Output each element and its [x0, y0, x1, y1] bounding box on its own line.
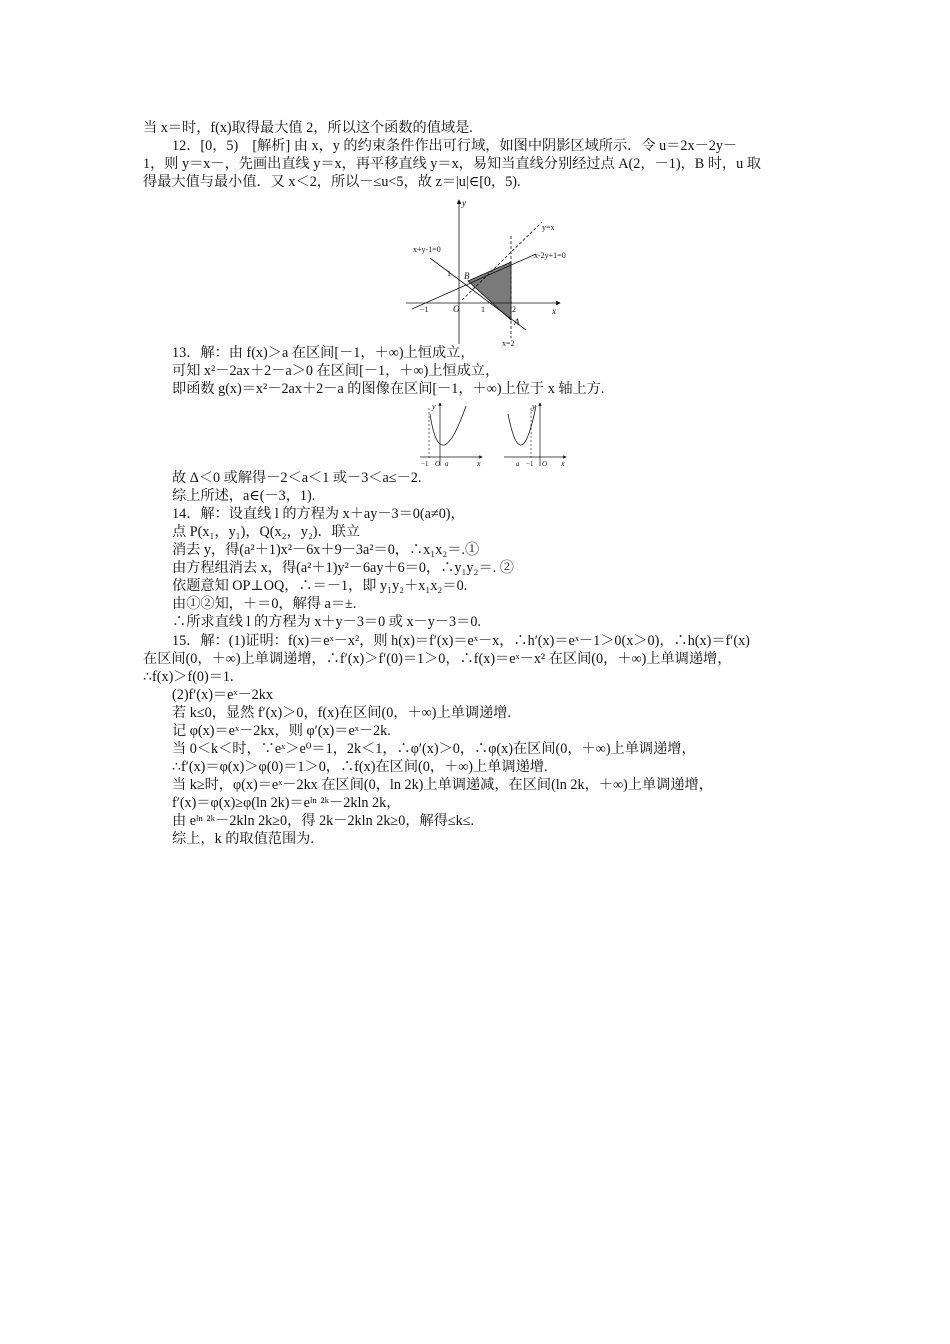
text-line-26: f′(x)＝φ(x)≥φ(ln 2k)＝eˡⁿ ²ᵏ－2kln 2k，: [172, 795, 401, 811]
left-y-label: y: [432, 402, 436, 411]
text-line-8: 故 Δ＜0 或解得－2＜a＜1 或－3＜a≤－2.: [172, 470, 422, 486]
text-line-28: 综上，k 的取值范围为.: [172, 831, 314, 847]
point-a-label: A: [514, 317, 520, 327]
line-x-minus-2y-plus-1: [412, 254, 536, 309]
x-tick-neg1-label: −1: [420, 305, 429, 314]
line1-label: x+y-1=0: [413, 245, 441, 254]
text-line-13: 由方程组消去 x，得(a²＋1)y²－6ay＋6＝0，∴y₁y₂＝. ②: [172, 560, 514, 576]
point-b-label: B: [464, 271, 470, 281]
text-line-17: 15．解：(1)证明：f(x)＝eˣ－x²，则 h(x)＝f′(x)＝eˣ－x，∴h′(x)＝eˣ－1＞0(x＞0)，∴h(x)＝f′(x): [172, 633, 750, 649]
text-line-16: ∴所求直线 l 的方程为 x＋y－3＝0 或 x－y－3＝0.: [172, 614, 481, 630]
text-line-23: 当 0＜k＜时，∵eˣ＞e⁰＝1，2k＜1，∴φ′(x)＞0，∴φ(x)在区间(0，＋∞)上单调递增，: [172, 741, 696, 757]
text-line-2: 12．[0，5) [解析] 由 x，y 的约束条件作出可行域，如图中阴影区域所示．令 u＝2x－2y－: [172, 138, 738, 154]
right-x-label: x: [561, 459, 565, 468]
text-line-14: 依题意知 OP⊥OQ，∴＝－1，即 y₁y₂＋x₁x₂＝0.: [172, 578, 468, 594]
right-a-label: a: [516, 460, 520, 468]
left-origin-label: O: [435, 460, 441, 468]
y-axis-label: y: [462, 198, 466, 208]
text-line-9: 综上所述，a∈(－3，1).: [172, 488, 316, 504]
right-parabola: [508, 406, 536, 445]
parabola-svg: [418, 400, 570, 468]
line2-label: x-2y+1=0: [534, 251, 566, 260]
text-line-19: ∴f(x)＞f(0)＝1.: [143, 669, 234, 685]
left-parabola: [430, 406, 466, 445]
feasible-region-svg: [402, 196, 574, 348]
right-y-label: y: [532, 402, 536, 411]
text-line-3: 1，则 y＝x－，先画出直线 y＝x，再平移直线 y＝x，易知当直线分别经过点 A(2，－1)，B 时，u 取: [143, 156, 761, 172]
left-neg1-label: −1: [421, 460, 429, 468]
text-line-1: 当 x＝时，f(x)取得最大值 2，所以这个函数的值域是.: [143, 120, 473, 136]
text-line-10: 14．解：设直线 l 的方程为 x＋ay－3＝0(a≠0)，: [172, 506, 465, 522]
y-equals-x-label: y=x: [542, 223, 555, 232]
text-line-21: 若 k≤0，显然 f′(x)＞0，f(x)在区间(0，＋∞)上单调递增.: [172, 705, 512, 721]
text-line-15: 由①②知，＋＝0，解得 a＝±.: [172, 596, 357, 612]
text-line-11: 点 P(x₁，y₁)，Q(x₂，y₂)．联立: [172, 524, 361, 540]
text-line-20: (2)f′(x)＝eˣ－2kx: [172, 687, 273, 703]
text-line-24: ∴f′(x)＝φ(x)＞φ(0)＝1＞0，∴f(x)在区间(0，＋∞)上单调递增.: [172, 759, 548, 775]
x-equals-2-label: x=2: [502, 339, 515, 348]
right-neg1-label: −1: [526, 460, 534, 468]
parabola-figures: [418, 400, 570, 468]
text-line-18: 在区间(0，＋∞)上单调递增，∴f′(x)＞f′(0)＝1＞0，∴f(x)＝eˣ－x² 在区间(0，＋∞)上单调递增，: [143, 651, 732, 667]
line-x-plus-y-minus-1: [430, 258, 526, 330]
text-line-12: 消去 y，得(a²＋1)x²－6x＋9－3a²＝0，∴x₁x₂＝.①: [172, 542, 480, 558]
text-line-7: 即函数 g(x)＝x²－2ax＋2－a 的图像在区间[－1，＋∞)上位于 x 轴上方.: [172, 381, 605, 397]
y-tick-1-label: 1: [447, 269, 451, 278]
text-line-4: 得最大值与最小值．又 x＜2，所以－≤u<5，故 z＝|u|∈[0，5).: [143, 174, 521, 190]
left-x-label: x: [477, 459, 481, 468]
text-line-27: 由 eˡⁿ ²ᵏ－2kln 2k≥0，得 2k－2kln 2k≥0，解得≤k≤.: [172, 813, 475, 829]
text-line-25: 当 k≥时，φ(x)＝eˣ－2kx 在区间(0，ln 2k)上单调递减，在区间(ln 2k，＋∞)上单调递增，: [172, 777, 713, 793]
text-line-22: 记 φ(x)＝eˣ－2kx，则 φ′(x)＝eˣ－2k.: [172, 723, 391, 739]
text-line-6: 可知 x²－2ax＋2－a＞0 在区间[－1，＋∞)上恒成立，: [172, 363, 500, 379]
text-line-5: 13．解：由 f(x)＞a 在区间[－1，＋∞)上恒成立，: [172, 345, 475, 361]
left-a-label: a: [445, 460, 449, 468]
x-axis-label: x: [552, 306, 556, 316]
right-origin-label: O: [542, 460, 548, 468]
x-tick-1-label: 1: [481, 305, 485, 314]
origin-label: O: [453, 304, 460, 314]
x-tick-2-label: 2: [512, 305, 516, 314]
feasible-region-figure: [402, 196, 574, 348]
